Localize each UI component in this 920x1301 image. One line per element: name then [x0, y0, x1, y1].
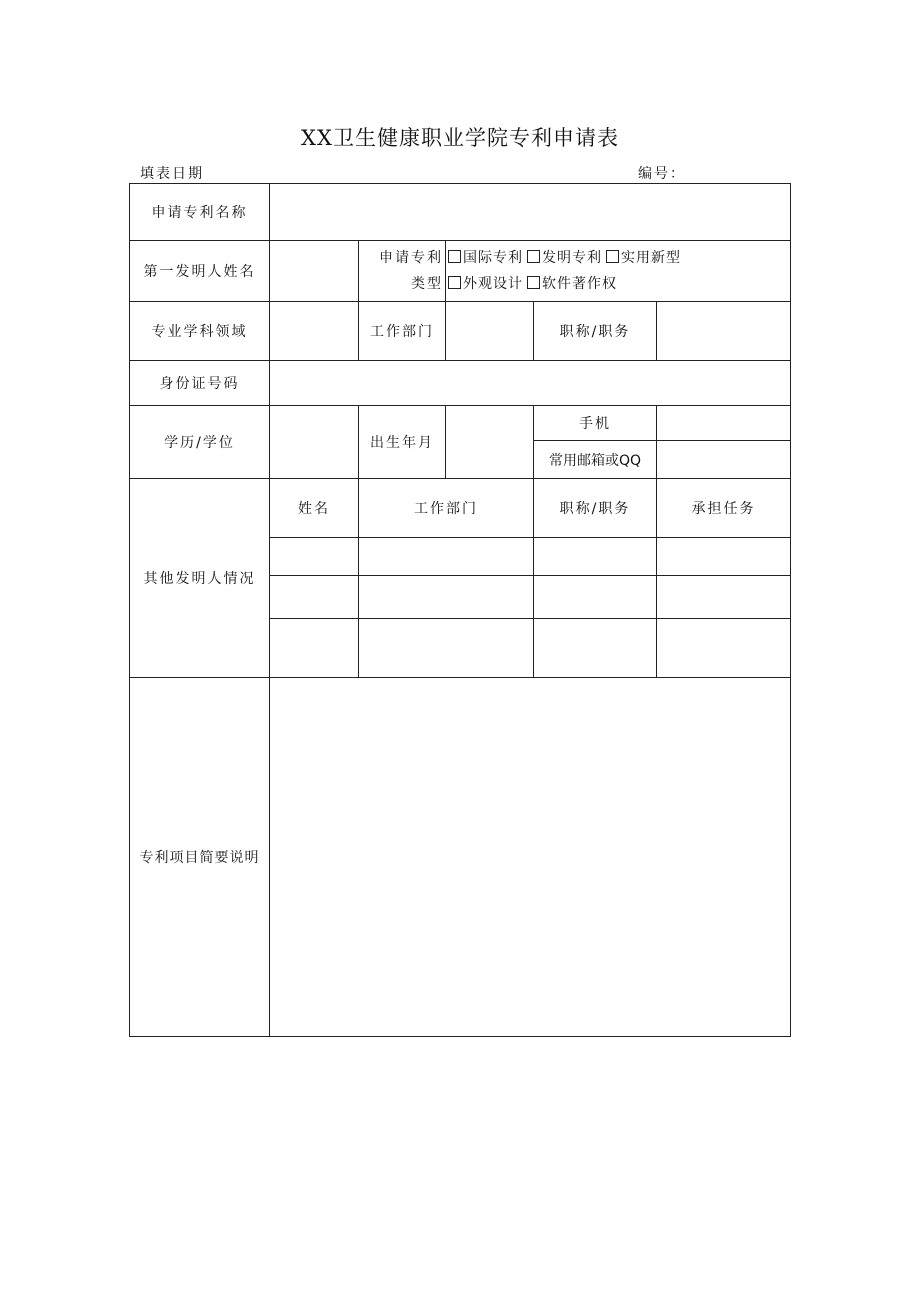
patent-type-options-line1 — [446, 245, 790, 271]
first-inventor-field[interactable] — [270, 241, 359, 302]
option-design[interactable] — [448, 276, 523, 292]
other-inventor-1-task[interactable] — [657, 538, 791, 576]
other-inventors-header-row — [130, 479, 791, 538]
education-field[interactable] — [270, 406, 359, 479]
summary-field[interactable] — [270, 678, 791, 1037]
email-label: 常用邮箱或QQ — [534, 441, 657, 479]
patent-type-label-line1: 申请专利 — [379, 250, 443, 266]
patent-name-row — [130, 184, 791, 241]
checkbox-utility-model[interactable] — [606, 250, 619, 263]
phone-field[interactable] — [657, 406, 791, 441]
department-label: 工作部门 — [359, 302, 446, 361]
patent-type-options — [446, 241, 791, 302]
patent-type-options-line2 — [446, 271, 790, 297]
summary-label: 专利项目简要说明 — [130, 678, 270, 1037]
title-position-field[interactable] — [657, 302, 791, 361]
option-invention-label: 发明专利 — [542, 250, 602, 266]
option-international-label: 国际专利 — [463, 250, 523, 266]
other-inventor-1-name[interactable] — [270, 538, 359, 576]
other-inventors-header-task: 承担任务 — [657, 479, 791, 538]
phone-label: 手机 — [534, 406, 657, 441]
other-inventors-label: 其他发明人情况 — [130, 479, 270, 678]
department-field[interactable] — [446, 302, 534, 361]
option-utility-model[interactable] — [606, 250, 681, 266]
checkbox-international[interactable] — [448, 250, 461, 263]
other-inventors-header-name: 姓名 — [270, 479, 359, 538]
other-inventors-header-title: 职称/职务 — [534, 479, 657, 538]
patent-name-label: 申请专利名称 — [130, 184, 270, 241]
checkbox-software-copyright[interactable] — [527, 276, 540, 289]
other-inventor-3-title[interactable] — [534, 619, 657, 678]
patent-name-field[interactable] — [270, 184, 791, 241]
application-form-table — [129, 183, 791, 1037]
page-title: XX卫生健康职业学院专利申请表 — [301, 126, 619, 150]
other-inventor-1-department[interactable] — [359, 538, 534, 576]
other-inventor-3-department[interactable] — [359, 619, 534, 678]
other-inventors-header-department: 工作部门 — [359, 479, 534, 538]
option-software-copyright-label: 软件著作权 — [542, 276, 617, 292]
field-row — [130, 302, 791, 361]
id-number-label: 身份证号码 — [130, 361, 270, 406]
other-inventor-2-task[interactable] — [657, 576, 791, 619]
checkbox-invention[interactable] — [527, 250, 540, 263]
option-invention[interactable] — [527, 250, 602, 266]
summary-row — [130, 678, 791, 1037]
education-label: 学历/学位 — [130, 406, 270, 479]
checkbox-design[interactable] — [448, 276, 461, 289]
field-label: 专业学科领域 — [130, 302, 270, 361]
other-inventor-2-title[interactable] — [534, 576, 657, 619]
other-inventor-3-task[interactable] — [657, 619, 791, 678]
first-inventor-label: 第一发明人姓名 — [130, 241, 270, 302]
id-number-row — [130, 361, 791, 406]
birth-field[interactable] — [446, 406, 534, 479]
title-position-label: 职称/职务 — [534, 302, 657, 361]
option-design-label: 外观设计 — [463, 276, 523, 292]
option-utility-model-label: 实用新型 — [621, 250, 681, 266]
other-inventor-2-name[interactable] — [270, 576, 359, 619]
birth-label: 出生年月 — [359, 406, 446, 479]
form-number-label: 编号： — [638, 166, 686, 182]
other-inventor-1-title[interactable] — [534, 538, 657, 576]
fill-date-label: 填表日期 — [140, 166, 204, 182]
field-field[interactable] — [270, 302, 359, 361]
education-row — [130, 406, 791, 441]
patent-type-label — [359, 241, 446, 302]
first-inventor-row — [130, 241, 791, 302]
patent-type-label-line2: 类型 — [411, 276, 443, 292]
other-inventor-2-department[interactable] — [359, 576, 534, 619]
other-inventor-3-name[interactable] — [270, 619, 359, 678]
id-number-field[interactable] — [270, 361, 791, 406]
email-field[interactable] — [657, 441, 791, 479]
option-international[interactable] — [448, 250, 523, 266]
option-software-copyright[interactable] — [527, 276, 617, 292]
